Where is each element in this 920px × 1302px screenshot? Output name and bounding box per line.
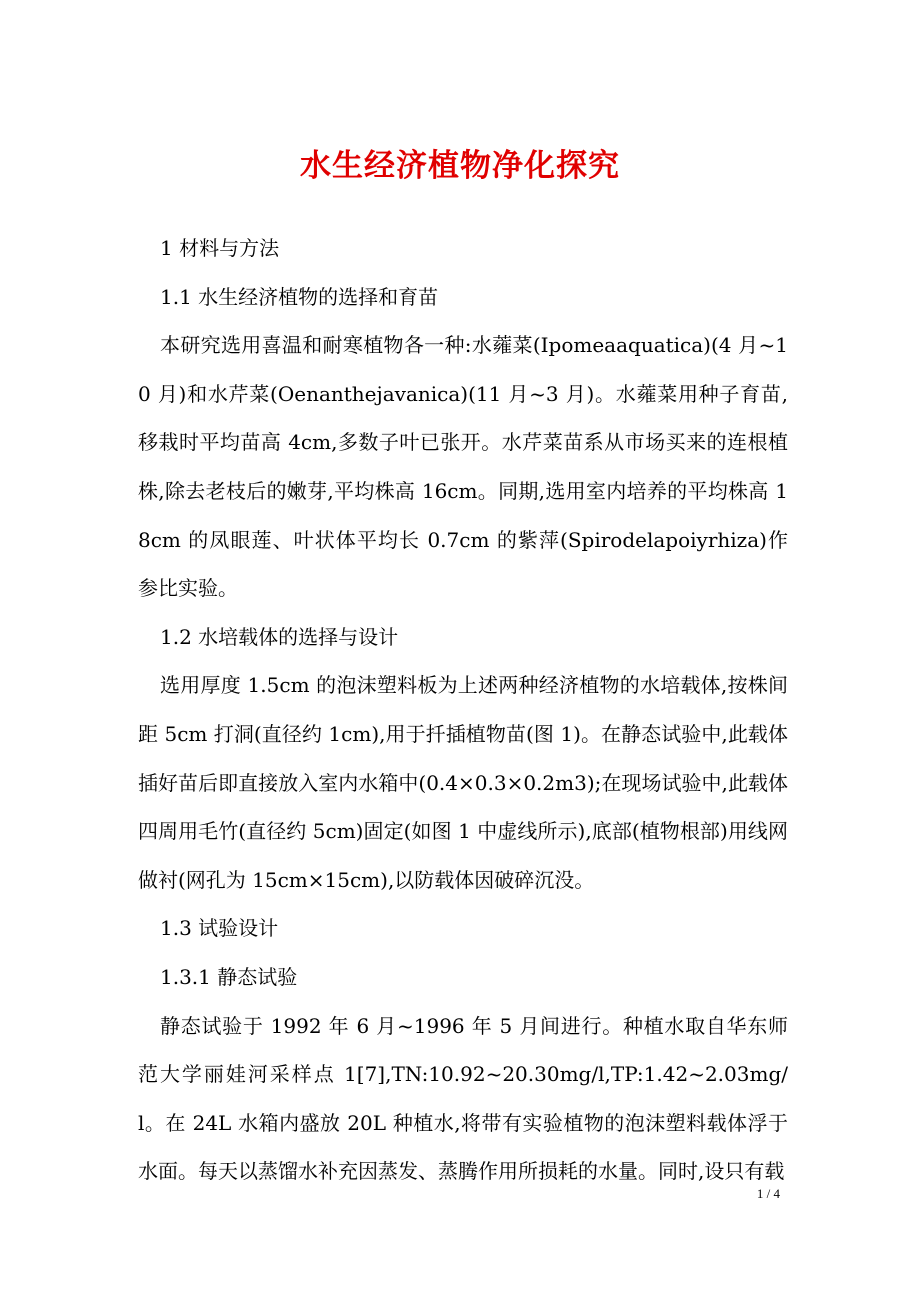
- document-title: 水生经济植物净化探究: [300, 148, 620, 184]
- subsection-heading: 1.3.1 静态试验: [160, 964, 298, 989]
- body-paragraph: 静态试验于 1992 年 6 月~1996 年 5 月间进行。种植水取自华东师范大学丽娃河采样点 1[7],TN:10.92~20.30mg/l,TP:1.42~2.03mg/l。在 24L 水箱内盛放 20L 种植水,将带有实验植物的泡沫塑料载体浮于水面。每天以蒸馏水补充因蒸发、蒸腾作用所损耗的水量。同时,设只有载: [138, 1013, 788, 1184]
- subsection-heading: 1.2 水培载体的选择与设计: [160, 624, 399, 649]
- subsection-heading: 1.1 水生经济植物的选择和育苗: [160, 284, 439, 309]
- body-paragraph: 选用厚度 1.5cm 的泡沫塑料板为上述两种经济植物的水培载体,按株间距 5cm 打洞(直径约 1cm),用于扦插植物苗(图 1)。在静态试验中,此载体插好苗后即直接放入室内水箱中(0.4×0.3×0.2m3);在现场试验中,此载体四周用毛竹(直径约 5cm)固定(如图 1 中虚线所示),底部(植物根部)用线网做衬(网孔为 15cm×15cm),以防载体因破碎沉没。: [138, 673, 788, 892]
- body-paragraph: 本研究选用喜温和耐寒植物各一种:水蕹菜(Ipomeaaquatica)(4 月~10 月)和水芹菜(Oenanthejavanica)(11 月~3 月)。水蕹菜用种子育苗,移栽时平均苗高 4cm,多数子叶已张开。水芹菜苗系从市场买来的连根植株,除去老枝后的嫩芽,平均株高 16cm。同期,选用室内培养的平均株高 18cm 的凤眼莲、叶状体平均长 0.7cm 的紫萍(Spirodelapoiyrhiza)作参比实验。: [138, 333, 788, 601]
- document-body: [138, 224, 788, 1196]
- page-number: 1 / 4: [756, 1186, 780, 1201]
- section-heading: 1 材料与方法: [160, 236, 280, 260]
- subsection-heading: 1.3 试验设计: [160, 916, 279, 941]
